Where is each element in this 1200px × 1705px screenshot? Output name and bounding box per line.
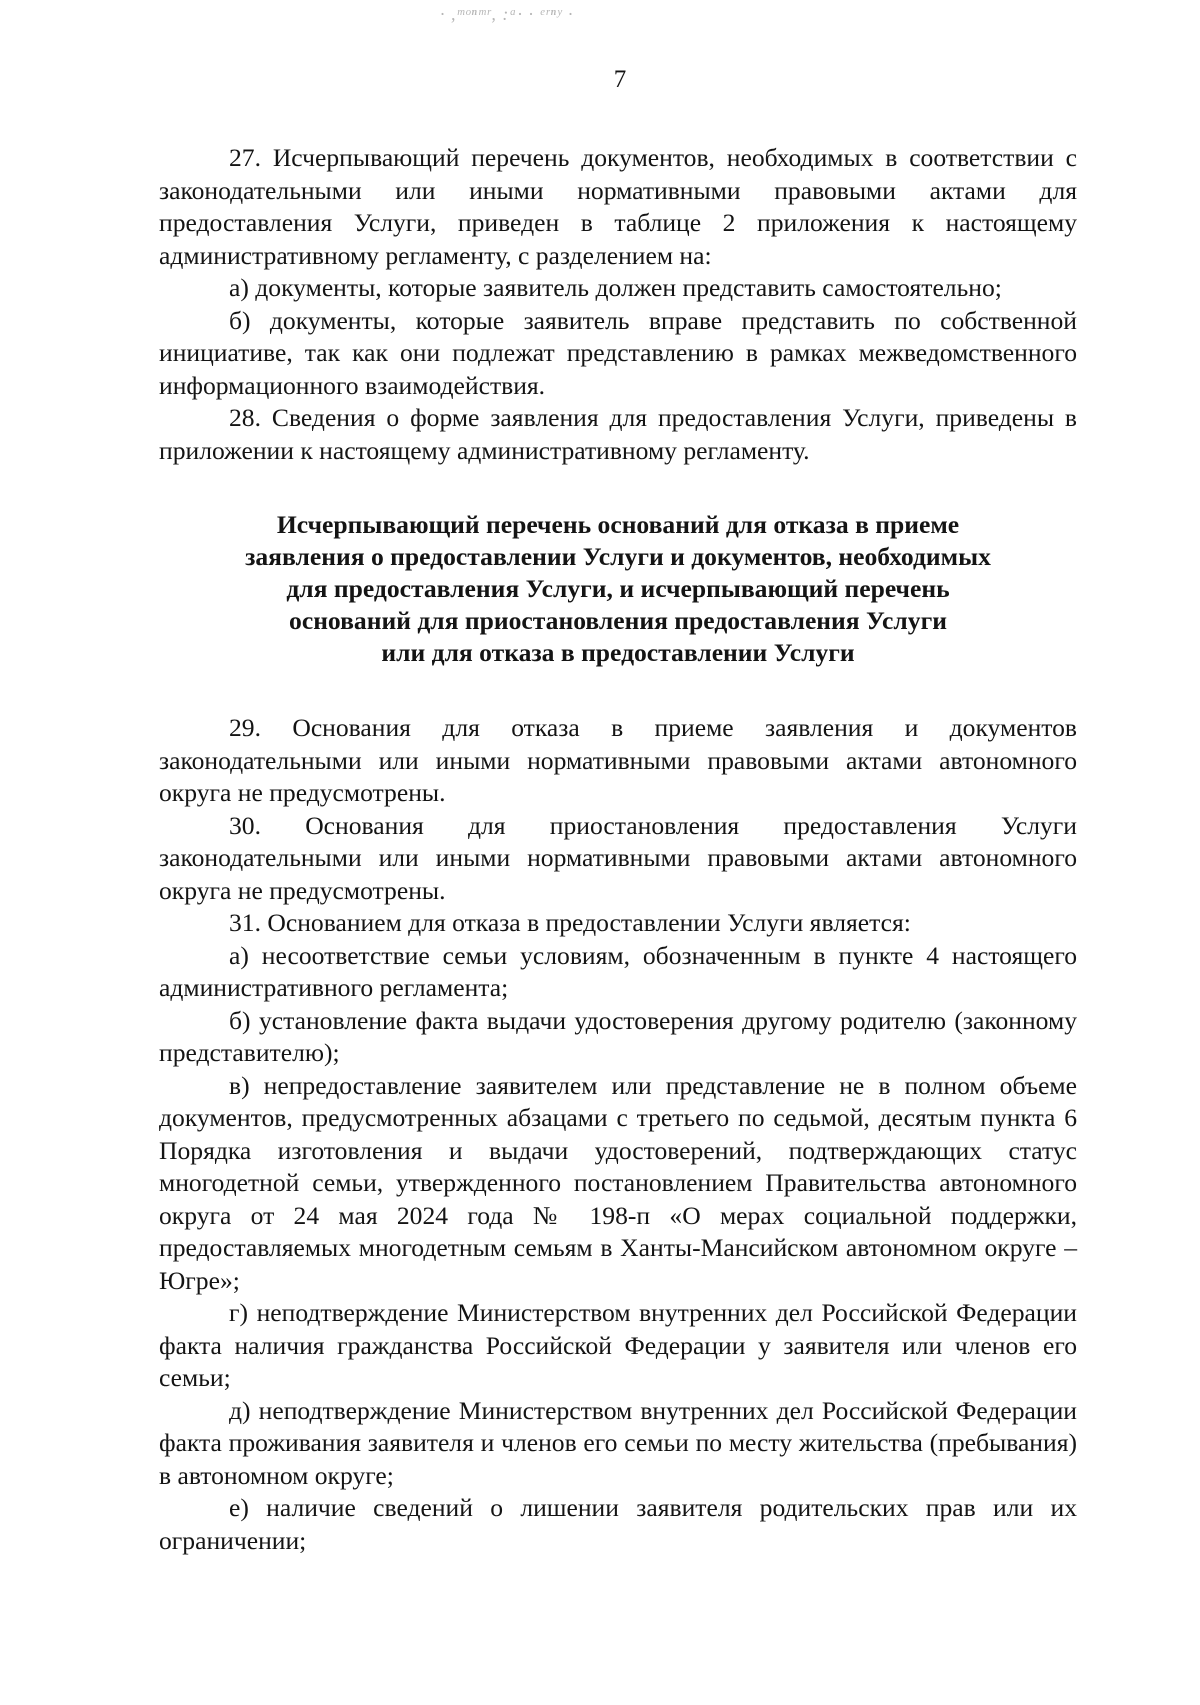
paragraph-29: 29. Основания для отказа в приеме заявления и документов законодательными или иными нормативными правовыми актами автономного округа не предусмотрены. xyxy=(159,713,1077,807)
section-heading-line: оснований для приостановления предоставления Услуги xyxy=(289,606,947,635)
paragraph-31: 31. Основанием для отказа в предоставлении Услуги является: xyxy=(229,908,911,937)
paragraph-31-g: г) неподтверждение Министерством внутренних дел Российской Федерации факта наличия гражданства Российской Федерации у заявителя или членов его семьи; xyxy=(159,1298,1077,1392)
section-heading-line: Исчерпывающий перечень оснований для отказа в приеме xyxy=(276,510,960,539)
page-number: 7 xyxy=(613,66,627,93)
section-heading xyxy=(159,509,1077,669)
scan-stamp-mark: · ,ᵐᵒⁿᵐʳ, :ᵃ· · ᵉʳⁿʸ · xyxy=(440,4,574,24)
section-heading-line: заявления о предоставлении Услуги и документов, необходимых xyxy=(245,542,991,571)
section-heading-line: или для отказа в предоставлении Услуги xyxy=(381,638,855,667)
paragraph-31-v: в) непредоставление заявителем или представление не в полном объеме документов, предусмотренных абзацами с третьего по седьмой, десятым пункта 6 Порядка изготовления и выдачи удостоверений, подтверждающих статус многодетной семьи, утвержденного постановлением Правительства автономного округа от 24 мая 2024 года № 198-п «О мерах социальной поддержки, предоставляемых многодетным семьям в Ханты-Мансийском автономном округе – Югре»; xyxy=(159,1070,1077,1295)
paragraph-27: 27. Исчерпывающий перечень документов, необходимых в соответствии с законодательными или иными нормативными правовыми актами для предоставления Услуги, приведен в таблице 2 приложения к настоящему административному регламенту, с разделением на: xyxy=(159,143,1077,270)
paragraph-27-a: а) документы, которые заявитель должен представить самостоятельно; xyxy=(229,273,1002,302)
paragraph-31-a: а) несоответствие семьи условиям, обозначенным в пункте 4 настоящего административного регламента; xyxy=(159,940,1077,1002)
document-body xyxy=(159,142,1077,1557)
paragraph-28: 28. Сведения о форме заявления для предоставления Услуги, приведены в приложении к настоящему административному регламенту. xyxy=(159,403,1077,465)
paragraph-31-b: б) установление факта выдачи удостоверения другому родителю (законному представителю); xyxy=(159,1005,1077,1067)
section-heading-line: для предоставления Услуги, и исчерпывающий перечень xyxy=(286,574,950,603)
paragraph-31-e: е) наличие сведений о лишении заявителя родительских прав или их ограничении; xyxy=(159,1493,1077,1555)
paragraph-30: 30. Основания для приостановления предоставления Услуги законодательными или иными нормативными правовыми актами автономного округа не предусмотрены. xyxy=(159,810,1077,905)
paragraph-27-b: б) документы, которые заявитель вправе представить по собственной инициативе, так как они подлежат представлению в рамках межведомственного информационного взаимодействия. xyxy=(159,305,1077,400)
paragraph-31-d: д) неподтверждение Министерством внутренних дел Российской Федерации факта проживания заявителя и членов его семьи по месту жительства (пребывания) в автономном округе; xyxy=(159,1395,1077,1490)
